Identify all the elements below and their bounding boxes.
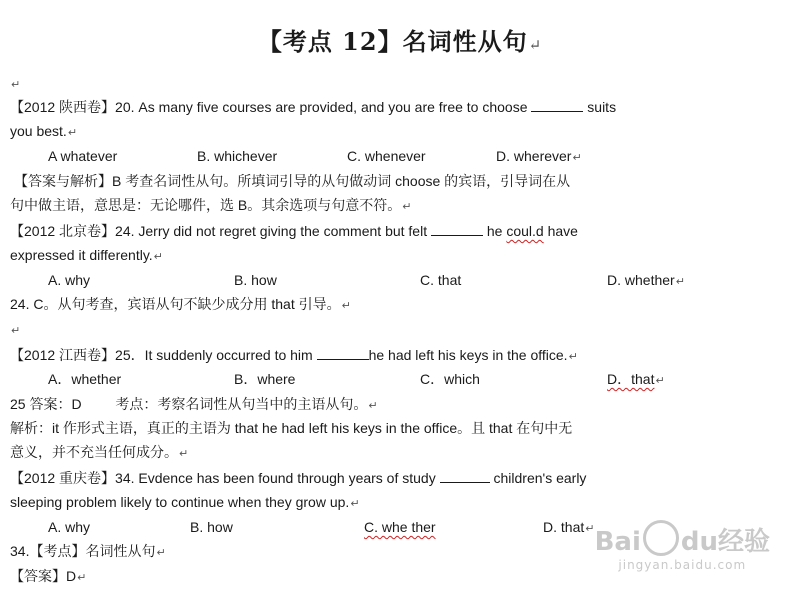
q2-stem-c: have — [547, 223, 578, 239]
paragraph-mark-icon: ↵ — [179, 448, 189, 460]
q3-answer — [10, 395, 378, 415]
paragraph-mark-icon: ↵ — [156, 547, 166, 559]
q3-analysis-text2: 意义，并不充当任何成分。 — [10, 444, 178, 460]
paragraph-mark-icon: ↵ — [568, 351, 578, 363]
paragraph-mark-icon: ↵ — [528, 36, 543, 54]
q1-stem-a: 20. As many five courses are provided, and you are free to choose — [115, 99, 528, 115]
q2-option-d — [607, 271, 685, 291]
q1-option-b: B. whichever — [197, 148, 278, 164]
paragraph-mark-icon: ↵ — [153, 251, 163, 263]
q3-stem-b: he had left his keys in the office. — [368, 347, 568, 363]
q4-answer — [10, 567, 86, 587]
watermark-brand-b: du — [680, 526, 718, 557]
paragraph-mark-icon: ↵ — [368, 400, 378, 412]
q3-tag: 【2012 江西卷】 — [10, 347, 116, 363]
q3-analysis-line2 — [10, 443, 188, 463]
paragraph-mark-icon: ↵ — [675, 276, 685, 288]
q2-stem-a: 24. Jerry did not regret giving the comment but felt — [115, 223, 428, 239]
baidu-paw-icon — [643, 520, 679, 556]
paragraph-mark-icon: ↵ — [77, 572, 87, 584]
q1-tag: 【2012 陕西卷】 — [10, 99, 116, 115]
q1-stem-line1 — [10, 97, 616, 116]
q3-answer-point: 考点：考察名词性从句当中的主语从句。 — [115, 396, 368, 412]
paragraph-mark-icon: ↵ — [67, 127, 78, 139]
q4-option-a: A. why — [48, 519, 91, 535]
q2-answer-blank — [431, 221, 483, 236]
paragraph-mark-icon: ↵ — [341, 300, 351, 312]
q2-stem-b: he — [486, 223, 503, 239]
q4-stem-line1 — [10, 468, 586, 487]
q3-stem-a: 25．It suddenly occurred to him — [115, 347, 313, 363]
q1-option-c: C. whenever — [347, 148, 426, 164]
q4-answer-text: 【答案】D — [10, 568, 77, 584]
empty-paragraph — [10, 320, 20, 340]
q1-answer-text2: 句中做主语，意思是：无论哪件，选 B。其余选项与句意不符。 — [10, 197, 402, 213]
paragraph-mark-icon: ↵ — [350, 498, 360, 510]
paragraph-mark-icon: ↵ — [11, 79, 21, 91]
q1-answer-text1: B 考查名词性从句。所填词引导的从句做动词 choose 的宾语，引导词在从 — [112, 173, 571, 189]
q4-option-d-text: D. that — [543, 519, 585, 535]
q4-tag: 【2012 重庆卷】 — [10, 470, 116, 486]
q2-stem-line1 — [10, 221, 578, 240]
watermark-brand-c: 经验 — [717, 526, 770, 557]
q3-option-c: C．which — [420, 371, 480, 387]
paragraph-mark-icon: ↵ — [402, 201, 412, 213]
paragraph-mark-icon: ↵ — [585, 523, 595, 535]
q1-option-d-text: D. wherever — [496, 148, 572, 164]
watermark-brand-a: Bai — [594, 526, 641, 557]
q3-option-d-text: D．that — [607, 371, 655, 387]
q4-option-c-text: C. whe ther — [364, 519, 436, 535]
watermark-url: jingyan.baidu.com — [618, 558, 747, 572]
page-title — [0, 22, 800, 57]
q3-analysis-line1 — [10, 419, 572, 437]
paragraph-mark-icon: ↵ — [572, 152, 582, 164]
q3-answer-text: 25 答案：D — [10, 396, 82, 412]
q1-option-d — [496, 147, 582, 167]
q4-stem-b: children's early — [493, 470, 587, 486]
empty-paragraph — [10, 74, 20, 94]
q4-option-c — [364, 518, 436, 536]
q1-answer-tag: 【答案与解析】 — [14, 173, 112, 189]
q3-option-d — [607, 370, 665, 390]
paragraph-mark-icon: ↵ — [11, 325, 21, 337]
q2-misspelled-word: coul.d — [506, 223, 544, 239]
q1-stem-c: you best. — [10, 123, 67, 139]
q2-tag: 【2012 北京卷】 — [10, 223, 116, 239]
q4-stem-a: 34. Evdence has been found through years of study — [115, 470, 436, 486]
q2-stem-line2 — [10, 246, 163, 266]
q1-answer-line2 — [10, 196, 411, 216]
q1-stem-b: suits — [587, 99, 617, 115]
q2-option-d-text: D. whether — [607, 272, 675, 288]
q3-answer-blank — [317, 345, 369, 360]
q2-stem-d: expressed it differently. — [10, 247, 153, 263]
q1-answer-line1 — [14, 172, 570, 190]
paragraph-mark-icon: ↵ — [655, 375, 665, 387]
q2-option-b: B. how — [234, 272, 277, 288]
q4-stem-line2 — [10, 493, 360, 513]
title-text: 【考点 12】名词性从句 — [257, 27, 528, 56]
q4-stem-c: sleeping problem likely to continue when they grow up. — [10, 494, 350, 510]
q4-point-text: 34.【考点】名词性从句 — [10, 543, 156, 559]
q3-stem — [10, 345, 578, 366]
q2-answer-text: 24. C。从句考查，宾语从句不缺少成分用 that 引导。 — [10, 296, 341, 312]
baidu-jingyan-watermark — [595, 521, 770, 573]
q2-answer — [10, 295, 351, 315]
q4-answer-blank — [440, 468, 490, 483]
q3-option-a: A．whether — [48, 371, 122, 387]
q1-answer-blank — [531, 97, 583, 112]
q3-analysis-text1: 解析：it 作形式主语，真正的主语为 that he had left his keys in the office。且 that 在句中无 — [10, 420, 573, 436]
q4-option-d — [543, 518, 594, 538]
q2-option-a: A. why — [48, 272, 91, 288]
q1-option-a: A whatever — [48, 148, 118, 164]
q2-option-c: C. that — [420, 272, 462, 288]
q4-point — [10, 542, 166, 562]
q1-stem-line2 — [10, 122, 77, 142]
q3-option-b: B．where — [234, 371, 296, 387]
q4-option-b: B. how — [190, 519, 233, 535]
